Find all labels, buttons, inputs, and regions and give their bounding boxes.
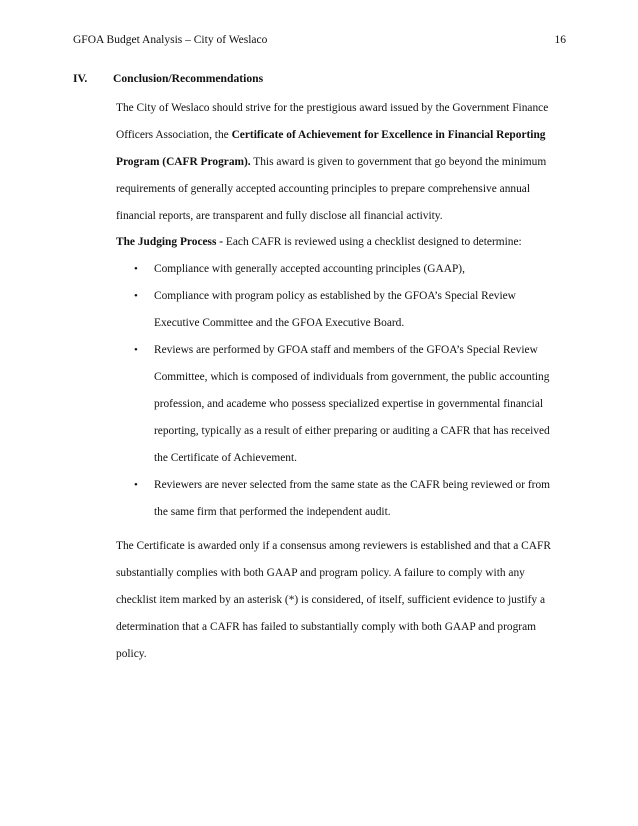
list-item-continuation: the Certificate of Achievement. [154,452,297,464]
list-item-continuation: Executive Committee and the GFOA Executive Board. [154,317,405,329]
list-item: Compliance with program policy as established by the GFOA’s Special Review [154,290,516,302]
text-line: financial reports, are transparent and fully disclose all financial activity. [116,210,443,222]
judging-process-label: The Judging Process - [116,236,226,248]
judging-process-line [116,235,522,249]
bullet-icon: • [134,344,138,356]
bullet-icon: • [134,263,138,275]
header-title: GFOA Budget Analysis – City of Weslaco [73,34,268,46]
section-number: IV. [73,72,88,85]
text-span: Officers Association, the [116,129,232,141]
list-item-continuation: Committee, which is composed of individuals from government, the public accounting [154,371,550,383]
text-line: substantially complies with both GAAP and program policy. A failure to comply with any [116,567,525,579]
bullet-icon: • [134,290,138,302]
judging-process-text: Each CAFR is reviewed using a checklist designed to determine: [225,236,522,248]
list-item-continuation: the same firm that performed the independent audit. [154,506,391,518]
award-name: Certificate of Achievement for Excellence in Financial Reporting [231,129,546,141]
text-line: policy. [116,648,147,660]
text-span: This award is given to government that go beyond the minimum [250,156,547,168]
list-item: Reviews are performed by GFOA staff and members of the GFOA’s Special Review [154,344,538,356]
text-line: checklist item marked by an asterisk (*) is considered, of itself, sufficient evidence to justify a [116,594,546,606]
text-line [116,128,545,142]
award-name: Program (CAFR Program). [116,156,251,168]
section-heading [73,72,263,85]
page-number: 16 [554,34,566,46]
list-item-continuation: profession, and academe who possess specialized expertise in governmental financial [154,398,544,410]
text-line [116,155,546,169]
list-item-continuation: reporting, typically as a result of either preparing or auditing a CAFR that has received [154,425,550,437]
list-item: Reviewers are never selected from the same state as the CAFR being reviewed or from [154,479,550,491]
section-title: Conclusion/Recommendations [113,72,264,85]
bullet-icon: • [134,479,138,491]
text-line: determination that a CAFR has failed to substantially comply with both GAAP and program [116,621,537,633]
list-item: Compliance with generally accepted accounting principles (GAAP), [154,263,465,275]
text-line: requirements of generally accepted accounting principles to prepare comprehensive annual [116,183,530,195]
text-line: The Certificate is awarded only if a consensus among reviewers is established and that a CAFR [116,540,551,552]
text-line: The City of Weslaco should strive for the prestigious award issued by the Government Finance [116,102,549,114]
